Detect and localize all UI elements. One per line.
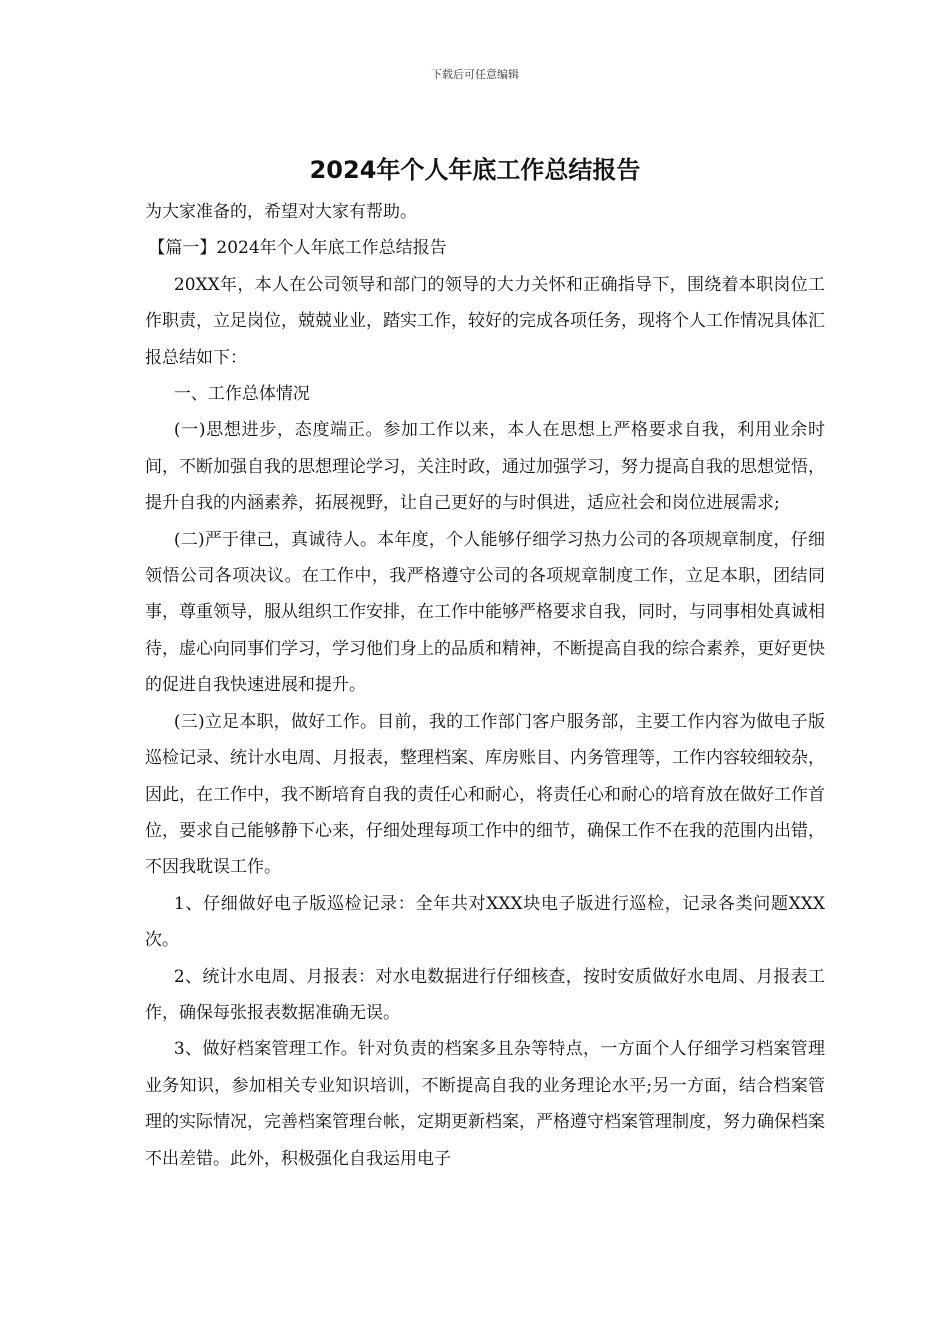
section-heading-overall: 一、工作总体情况 xyxy=(173,384,310,405)
paragraph-job-duties: (三)立足本职，做好工作。目前，我的工作部门客户服务部，主要工作内容为做电子版巡检记录、统计水电周、月报表，整理档案、库房账目、内务管理等，工作内容较细较杂，因此，在工作中，我不断培育自我的责任心和耐心，将责任心和耐心的培育放在做好工作首位，要求自己能够静下心来，仔细处理每项工作中的细节，确保工作不在我的范围内出错，不因我耽误工作。 xyxy=(145,711,825,878)
document-body xyxy=(145,194,825,1177)
paragraph-opening: 20XX年，本人在公司领导和部门的领导的大力关怀和正确指导下，围绕着本职岗位工作职责，立足岗位，兢兢业业，踏实工作，较好的完成各项任务，现将个人工作情况具体汇报总结如下： xyxy=(145,274,825,368)
list-item-utility-reports: 2、统计水电周、月报表：对水电数据进行仔细核查，按时安质做好水电周、月报表工作，确保每张报表数据准确无误。 xyxy=(145,966,825,1023)
document-title: 2024年个人年底工作总结报告 xyxy=(309,156,641,184)
paragraph-self-discipline: (二)严于律己，真诚待人。本年度，个人能够仔细学习热力公司的各项规章制度，仔细领悟公司各项决议。在工作中，我严格遵守公司的各项规章制度工作，立足本职，团结同事，尊重领导，服从组织工作安排，在工作中能够严格要求自我，同时，与同事相处真诚相待，虚心向同事们学习，学习他们身上的品质和精神，不断提高自我的综合素养，更好更快的促进自我快速进展和提升。 xyxy=(145,529,825,696)
intro-paragraph: 为大家准备的，希望对大家有帮助。 xyxy=(145,202,417,222)
list-item-archive-management: 3、做好档案管理工作。针对负责的档案多且杂等特点，一方面个人仔细学习档案管理业务知识，参加相关专业知识培训，不断提高自我的业务理论水平;另一方面，结合档案管理的实际情况，完善档案管理台帐，定期更新档案，严格遵守档案管理制度，努力确保档案不出差错。此外，积极强化自我运用电子 xyxy=(145,1039,825,1169)
section-heading-part-one: 【篇一】2024年个人年底工作总结报告 xyxy=(148,238,447,259)
paragraph-thought-progress: (一)思想进步，态度端正。参加工作以来，本人在思想上严格要求自我，利用业余时间，不断加强自我的思想理论学习，关注时政，通过加强学习，努力提高自我的思想觉悟，提升自我的内涵素养，拓展视野，让自己更好的与时俱进，适应社会和岗位进展需求; xyxy=(145,420,825,514)
header-note: 下载后可任意编辑 xyxy=(431,68,519,81)
list-item-inspection-records: 1、仔细做好电子版巡检记录：全年共对XXX块电子版进行巡检，记录各类问题XXX次。 xyxy=(145,893,825,951)
